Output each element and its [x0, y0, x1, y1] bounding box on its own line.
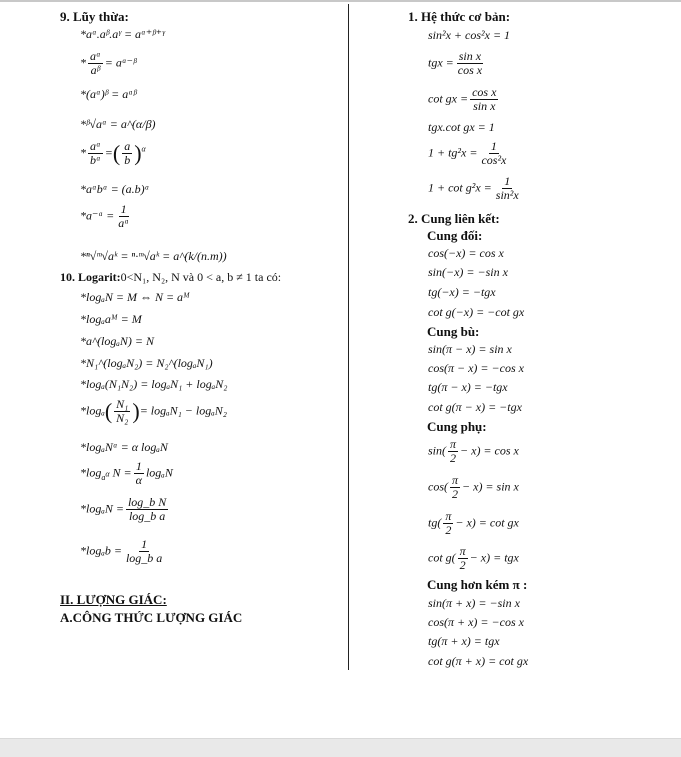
supplementary-angles-heading: Cung bù:	[427, 324, 480, 339]
supplementary-cot: cot g(π − x) = −tgx	[428, 400, 522, 414]
complementary-cot: cot g( $\frac{\pi}{2}$ − x) = tgx	[428, 544, 519, 572]
identity-cotangent: cot gx = $\frac{\text{cos x}}{\text{sin x}}$	[428, 85, 497, 113]
log-rule-product: *logₐ(N₁N₂) = logₐN₁ + logₐN₂	[80, 377, 228, 391]
power-rule-negative: *a⁻ᵅ = $\frac{1}{\text{aᵅ}}$	[80, 202, 129, 230]
column-divider	[348, 4, 349, 670]
log-rule-definition: *logₐN = M ⇔ N = aᴹ	[80, 290, 190, 304]
complementary-cos: cos( $\frac{\pi}{2}$ − x) = sin x	[428, 473, 519, 501]
pi-offset-heading: Cung hơn kém π :	[427, 577, 528, 592]
complementary-angles-heading: Cung phụ:	[427, 419, 487, 434]
section-2-heading: 2. Cung liên kết:	[408, 211, 500, 226]
opposite-sin: sin(−x) = −sin x	[428, 265, 508, 279]
power-rule-quotient: * $\frac{\text{aᵅ}}{\text{aᵝ}}$ = aᵅ⁻ᵝ	[80, 49, 137, 77]
section-9-heading: 9. Lũy thừa:	[60, 9, 129, 24]
supplementary-tan: tg(π − x) = −tgx	[428, 380, 508, 394]
identity-pythagorean: sin²x + cos²x = 1	[428, 28, 511, 42]
power-rule-root: *ᵝ√aᵅ = a^(α/β)	[80, 117, 156, 131]
viewer-bottom-bar	[0, 738, 681, 757]
opposite-cot: cot g(−x) = −cot gx	[428, 305, 525, 319]
supplementary-cos: cos(π − x) = −cos x	[428, 361, 524, 375]
identity-tangent: tgx = $\frac{\text{sin x}}{\text{cos x}}$	[428, 49, 483, 77]
complementary-tan: tg( $\frac{\pi}{2}$ − x) = cot gx	[428, 509, 519, 537]
pi-offset-tan: tg(π + x) = tgx	[428, 634, 500, 648]
top-rule	[0, 0, 681, 2]
pi-offset-cot: cot g(π + x) = cot gx	[428, 654, 529, 668]
part-a-heading: A.CÔNG THỨC LƯỢNG GIÁC	[60, 610, 243, 625]
log-rule-inverse: *a^(logₐN) = N	[80, 334, 155, 348]
log-rule-change-base: *logₐN = $\frac{\text{log\_b N}}{\text{log\_b a}}$	[80, 495, 167, 523]
log-rule-swap: *N₁^(logₐN₂) = N₂^(logₐN₁)	[80, 356, 213, 370]
pi-offset-sin: sin(π + x) = −sin x	[428, 596, 520, 610]
power-rule-product-power: *aᵅbᵅ = (a.b)ᵅ	[80, 182, 150, 196]
opposite-tan: tg(−x) = −tgx	[428, 285, 496, 299]
section-1-heading: 1. Hệ thức cơ bản:	[408, 9, 511, 24]
log-rule-reciprocal: *logₐb = $\frac{1}{\text{log\_b a}}$	[80, 537, 163, 565]
pi-offset-cos: cos(π + x) = −cos x	[428, 615, 524, 629]
identity-one-plus-cot: 1 + cot g²x = $\frac{1}{\text{sin²x}}$	[428, 174, 519, 202]
power-rule-fraction-power: * $\frac{\text{aᵅ}}{\text{bᵅ}}$ =( $\frac{a}{b}$ )$^\alpha$	[80, 139, 146, 167]
section-10-heading: 10. Logarit:0<N₁, N₂, N và 0 < a, b ≠ 1 ta có:	[60, 270, 282, 284]
opposite-angles-heading: Cung đối:	[427, 228, 483, 243]
power-rule-product: *aᵅ.aᵝ.aᵞ = aᵅ⁺ᵝ⁺ᵞ	[80, 27, 165, 41]
identity-tan-cot: tgx.cot gx = 1	[428, 120, 495, 134]
log-rule-identity: *logₐaᴹ = M	[80, 312, 142, 326]
log-rule-power: *logₐNᵅ = α logₐN	[80, 440, 168, 454]
power-rule-power: *(aᵅ)ᵝ = aᵅᵝ	[80, 87, 137, 101]
log-rule-base-power: $*\log_{a^\alpha}$ N = $\frac{1}{\alpha}$ logₐN	[80, 459, 173, 487]
opposite-cos: cos(−x) = cos x	[428, 246, 504, 260]
part-2-heading: II. LƯỢNG GIÁC:	[60, 592, 167, 607]
log-rule-quotient: *logₐ( $\frac{\text{N₁}}{\text{N₂}}$ )= logₐN₁ − logₐN₂	[80, 397, 227, 425]
power-rule-nested-root: *ⁿ√ᵐ√aᵏ = ⁿ·ᵐ√aᵏ = a^(k/(n.m))	[80, 249, 227, 263]
complementary-sin: sin( $\frac{\pi}{2}$ − x) = cos x	[428, 437, 519, 465]
supplementary-sin: sin(π − x) = sin x	[428, 342, 512, 356]
identity-one-plus-tan: 1 + tg²x = $\frac{1}{\text{cos²x}}$	[428, 139, 507, 167]
